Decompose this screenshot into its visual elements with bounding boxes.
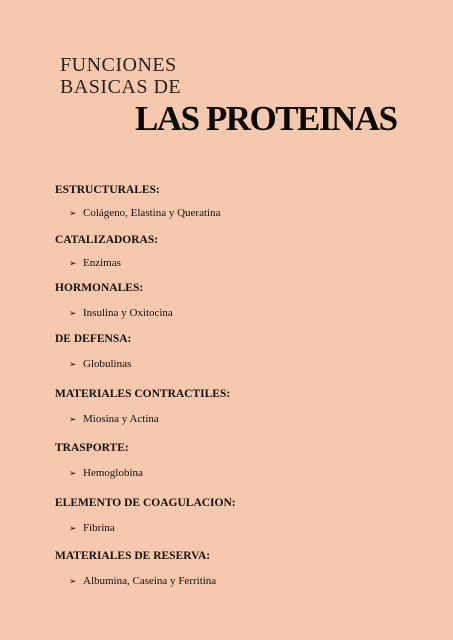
section-estructurales — [55, 183, 220, 220]
section-heading: MATERIALES DE RESERVA: — [55, 550, 211, 562]
title-line-1: FUNCIONES — [60, 54, 177, 76]
arrow-right-icon: ➢ — [69, 258, 77, 268]
section-coagulacion — [55, 496, 236, 535]
arrow-right-icon: ➢ — [69, 468, 77, 478]
list-item-text: Enzimas — [83, 257, 121, 269]
list-item — [55, 207, 220, 220]
section-heading: CATALIZADORAS: — [55, 234, 159, 246]
page-title: LAS PROTEINAS — [135, 99, 397, 138]
section-heading: DE DEFENSA: — [55, 333, 132, 345]
section-heading: MATERIALES CONTRACTILES: — [55, 388, 231, 400]
section-trasporte — [55, 441, 143, 480]
arrow-right-icon: ➢ — [69, 359, 77, 369]
section-heading: ESTRUCTURALES: — [55, 184, 160, 196]
section-hormonales — [55, 281, 173, 320]
list-item-text: Fibrina — [83, 522, 115, 534]
list-item — [55, 307, 173, 320]
arrow-right-icon: ➢ — [69, 576, 77, 586]
list-item — [55, 413, 230, 426]
list-item — [55, 575, 216, 588]
section-catalizadoras — [55, 233, 158, 270]
arrow-right-icon: ➢ — [69, 208, 77, 218]
section-reserva — [55, 549, 216, 588]
arrow-right-icon: ➢ — [69, 523, 77, 533]
list-item — [55, 358, 131, 371]
section-heading: ELEMENTO DE COAGULACION: — [55, 497, 236, 509]
section-heading: HORMONALES: — [55, 282, 144, 294]
title-line-2: BASICAS DE — [60, 76, 182, 98]
arrow-right-icon: ➢ — [69, 414, 77, 424]
section-heading: TRASPORTE: — [55, 442, 129, 454]
list-item — [55, 467, 143, 480]
list-item-text: Insulina y Oxitocina — [83, 307, 173, 319]
section-contractiles — [55, 387, 230, 426]
list-item-text: Albumina, Caseina y Ferritina — [83, 575, 217, 587]
arrow-right-icon: ➢ — [69, 308, 77, 318]
section-defensa — [55, 332, 131, 371]
list-item — [55, 257, 158, 270]
list-item-text: Miosina y Actina — [83, 413, 159, 425]
list-item — [55, 522, 236, 535]
list-item-text: Colágeno, Elastina y Queratina — [83, 207, 221, 219]
list-item-text: Globulinas — [83, 358, 132, 370]
list-item-text: Hemoglobina — [83, 467, 143, 479]
